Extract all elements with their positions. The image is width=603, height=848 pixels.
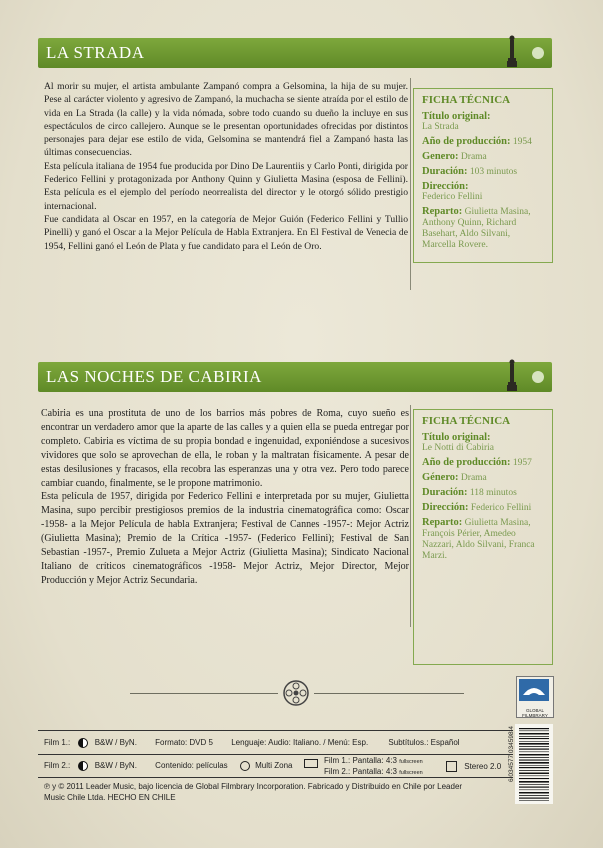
movie1-synopsis-paragraph: Esta película italiana de 1954 fue producida por Dino De Laurentiis y Carlo Ponti, dirigida por Federico Fellini y protagonizada por Anthony Quinn y Giulietta Masina (esposa de Fellini). Esta película es el ejemplo del período neorrealista del director y le otorgó sólido prestigio internacional. xyxy=(44,160,408,212)
movie2-synopsis-paragraph: Cabiria es una prostituta de uno de los barrios más pobres de Roma, cuyo sueño es encontrar un verdadero amor que la aparte de las calles y a quien ella se pueda entregar por completo. Cabiria es víctima de su propia bondad e ingenuidad, exponiéndose a sucesivos vividores que solo se aprovechan de ella, le roban y la maltratan físicamente. A pesar de estas desilusiones y fracasos, ella recobra las esperanzas una y otra vez. Pero todo parece cambiar cuando, finalmente, se le propone matrimonio. xyxy=(41,408,409,489)
ficha-label: Reparto: xyxy=(422,517,463,528)
oscar-statuette-icon xyxy=(506,358,518,392)
spec-row-1 xyxy=(44,738,460,748)
barcode xyxy=(515,724,553,804)
screen1-film: Film 1.: xyxy=(324,756,351,765)
format-text: Formato: DVD 5 xyxy=(155,738,213,748)
ficha-value: Drama xyxy=(460,152,487,162)
barcode-number: 6 034577 034598 4 xyxy=(508,726,515,783)
movie2-title: LAS NOCHES DE CABIRIA xyxy=(46,367,262,386)
stereo-info xyxy=(446,761,501,772)
ficha-value: 103 minutos xyxy=(469,167,518,177)
content-text: Contenido: películas xyxy=(155,761,228,771)
film-reel-icon xyxy=(283,680,309,706)
ficha-label: Reparto: xyxy=(422,206,463,217)
ficha-label: Dirección: xyxy=(422,181,469,192)
movie1-title-banner xyxy=(38,38,552,68)
ficha-value: Drama xyxy=(460,473,487,483)
ficha-value: 118 minutos xyxy=(469,488,517,498)
ornament-line-left xyxy=(130,693,278,694)
movie2-synopsis xyxy=(41,407,409,588)
screen2-film: Film 2.: xyxy=(324,767,351,776)
globe-logo-icon xyxy=(517,677,551,703)
zone-text: Multi Zona xyxy=(255,761,293,771)
film2-color: B&W / ByN. xyxy=(94,761,137,771)
ficha-value: Federico Fellini xyxy=(470,503,532,513)
ficha-value: Federico Fellini xyxy=(422,192,483,202)
divider-line xyxy=(410,78,411,290)
divider-line xyxy=(410,405,411,627)
spec-rule xyxy=(38,730,513,731)
bw-color-icon xyxy=(78,738,88,748)
logo-text: GLOBAL FILMBRARY xyxy=(522,708,548,718)
movie1-synopsis-paragraph: Fue candidata al Oscar en 1957, en la categoría de Mejor Guión (Federico Fellini y Tullio Pinelli) y ganó el Oscar a la Mejor Película de Habla Extranjera. En El Festival de Venecia de 1954, Fellini ganó el León de Plata y fue candidato para el León de Oro. xyxy=(44,213,408,252)
film1-color: B&W / ByN. xyxy=(94,738,137,748)
movie1-title: LA STRADA xyxy=(46,43,145,62)
movie2-ficha-tecnica xyxy=(413,409,553,665)
global-filmbrary-logo xyxy=(516,676,554,718)
film1-label: Film 1.: xyxy=(44,738,71,748)
screen2-ratio: Pantalla: 4:3 xyxy=(352,767,397,776)
ficha-value: Giulietta Masina, Anthony Quinn, Richard Basehart, Aldo Silvani, Marcella Rovere. xyxy=(422,207,531,250)
ficha-heading: FICHA TÉCNICA xyxy=(422,94,511,106)
ficha-label: Género: xyxy=(422,472,459,483)
ficha-value: 1957 xyxy=(512,458,532,468)
movie2-synopsis-paragraph: Esta película de 1957, dirigida por Federico Fellini e interpretada por su mujer, Giulietta Masina, supo percibir prestigiosos premios de la industria cinematográfica como: Oscar -1958- a la Mejor Película de habla Extranjera; Festival de Cannes -1957-: Mejor Actriz (Giulietta Masina); Premio de la Crítica -1957- (Federico Fellini); Festival de San Sebastian -1957-, Premio Zulueta a Mejor Actriz (Giulietta Masina); Sindicato Nacional Italiano de críticos cinematográficos -1958- Mejor Actriz, Mejor Director, Mejor Producción y Mejor Actriz Secundaria. xyxy=(41,491,409,586)
tv-screen-icon xyxy=(304,759,318,768)
ficha-value: Le Notti di Cabiria xyxy=(422,443,495,453)
leaf-ornament-icon xyxy=(532,371,544,383)
ficha-label: Dirección: xyxy=(422,502,469,513)
stereo-box-icon xyxy=(446,761,457,772)
film2-label: Film 2.: xyxy=(44,761,71,771)
screen2-type: fullscreen xyxy=(399,770,423,776)
ficha-heading: FICHA TÉCNICA xyxy=(422,415,511,427)
ficha-value: La Strada xyxy=(422,122,459,132)
screen1-type: fullscreen xyxy=(399,759,423,765)
screen-info xyxy=(304,756,423,778)
movie1-synopsis xyxy=(44,80,408,253)
ficha-label: Duración: xyxy=(422,166,468,177)
ficha-label: Genero: xyxy=(422,151,459,162)
subtitles-text: Subtítulos.: Español xyxy=(388,738,460,748)
ficha-value: Giulietta Masina, François Périer, Amedeo Nazzari, Aldo Silvani, Franca Marzi. xyxy=(422,518,535,561)
ficha-label: Título original: xyxy=(422,111,491,122)
stereo-text: Stereo 2.0 xyxy=(464,761,502,771)
copyright-text: ℗ y © 2011 Leader Music, bajo licencia de Global Filmbrary Incorporation. Fabricado y Distribuido en Chile por Leader Music Chile Ltda. HECHO EN CHILE xyxy=(44,782,463,802)
globe-icon xyxy=(240,761,250,771)
movie1-synopsis-paragraph: Al morir su mujer, el artista ambulante Zampanó compra a Gelsomina, la hija de su mujer. Pese al carácter violento y agresivo de Zampanó, la muchacha se siente atraída por el estilo de vida en La Strada (la calle) y la vida nómada, sobre todo cuando su dueño la incluye en sus espectáculos de circo callejero. Aunque se le presentan oportunidades ofrecidas por distintos personajes para dejar ese estilo de vida, Gelsomina se mantendrá fiel a Zampanó hasta las últimas consecuencias. xyxy=(44,81,408,159)
language-text: Lenguaje: Audio: Italiano. / Menú: Esp. xyxy=(231,738,369,748)
bw-color-icon xyxy=(78,761,88,771)
movie1-ficha-tecnica xyxy=(413,88,553,263)
ficha-label: Duración: xyxy=(422,487,468,498)
movie2-title-banner xyxy=(38,362,552,392)
ficha-label: Año de producción: xyxy=(422,457,511,468)
ornament-line-right xyxy=(314,693,464,694)
ficha-label: Título original: xyxy=(422,432,491,443)
ficha-label: Año de producción: xyxy=(422,136,511,147)
spec-rule xyxy=(38,777,513,778)
ficha-value: 1954 xyxy=(512,137,532,147)
spec-rule xyxy=(38,754,513,755)
spec-row-2 xyxy=(44,761,293,771)
oscar-statuette-icon xyxy=(506,34,518,68)
screen1-ratio: Pantalla: 4:3 xyxy=(352,756,397,765)
leaf-ornament-icon xyxy=(532,47,544,59)
